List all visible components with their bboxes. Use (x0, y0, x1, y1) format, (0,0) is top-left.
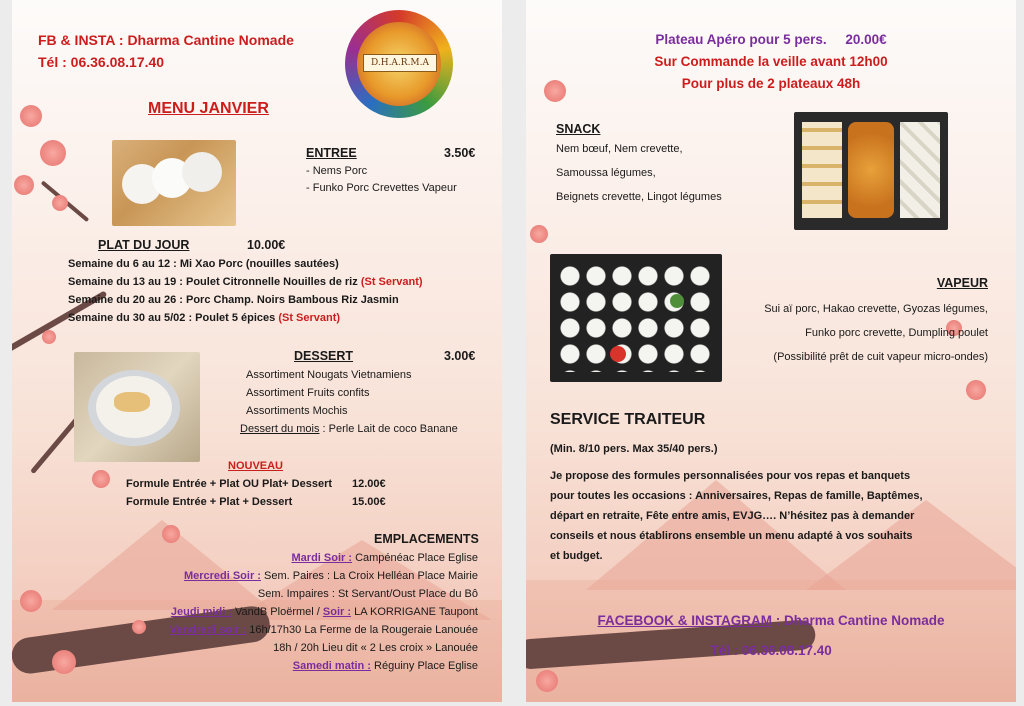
emplacements-title: EMPLACEMENTS (374, 532, 479, 546)
vapeur-item: Sui aï porc, Hakao crevette, Gyozas légumes, (764, 303, 988, 315)
traiteur-text-line: et budget. (550, 550, 603, 562)
logo-text: D.H.A.R.M.A (363, 54, 437, 72)
traiteur-text-line: conseils et nous établirons ensemble un menu adapté à vos souhaits (550, 530, 913, 542)
entree-price: 3.50€ (444, 146, 476, 160)
traiteur-subtitle: (Min. 8/10 pers. Max 35/40 pers.) (550, 443, 718, 455)
snack-item: Samoussa légumes, (556, 167, 656, 179)
emplacement-row: Mercredi Soir : Sem. Paires : La Croix Helléan Place Mairie (183, 570, 478, 582)
dessert-item: Assortiment Fruits confits (246, 387, 370, 399)
blossom-decoration (132, 620, 146, 634)
traiteur-title: SERVICE TRAITEUR (550, 411, 706, 428)
dessert-of-month: Dessert du mois : Perle Lait de coco Banane (240, 423, 458, 435)
plat-week: Semaine du 13 au 19 : Poulet Citronnelle Nouilles de riz (St Servant) (68, 276, 423, 288)
plateau-line: Plateau Apéro pour 5 pers. 20.00€ (655, 32, 887, 47)
blossom-decoration (966, 380, 986, 400)
vapeur-item: Funko porc crevette, Dumpling poulet (805, 327, 988, 339)
blossom-decoration (52, 195, 68, 211)
plat-week: Semaine du 6 au 12 : Mi Xao Porc (nouilles sautées) (68, 258, 339, 270)
footer-phone: Tél : 06.36.08.17.40 (710, 643, 832, 658)
emplacement-row: Samedi matin : Réguiny Place Eglise (292, 660, 478, 672)
emplacement-row: 18h / 20h Lieu dit « 2 Les croix » Lanouée (273, 642, 478, 654)
blossom-decoration (92, 470, 110, 488)
formula-price: 15.00€ (352, 496, 386, 508)
blossom-decoration (162, 525, 180, 543)
location-tag: (St Servant) (360, 276, 423, 288)
social-header (38, 32, 294, 48)
snack-tray-photo (794, 112, 948, 230)
emplacement-row: Mardi Soir : Campénéac Place Eglise (291, 552, 478, 564)
traiteur-text-line: Je propose des formules personnalisées pour vos repas et banquets (550, 470, 911, 482)
plat-title: PLAT DU JOUR (98, 238, 190, 252)
vapeur-item: (Possibilité prêt de cuit vapeur micro-ondes) (773, 351, 988, 363)
footer-social-value: : Dharma Cantine Nomade (771, 613, 945, 628)
blossom-decoration (42, 330, 56, 344)
snack-item: Nem bœuf, Nem crevette, (556, 143, 683, 155)
formula-price: 12.00€ (352, 478, 386, 490)
plateau-line: Sur Commande la veille avant 12h00 (654, 54, 888, 69)
snack-title: SNACK (556, 122, 601, 136)
dessert-photo (74, 352, 200, 462)
dessert-price: 3.00€ (444, 349, 476, 363)
dessert-title: DESSERT (294, 349, 354, 363)
dharma-logo (345, 10, 453, 118)
nouveau-title: NOUVEAU (228, 460, 284, 472)
plat-week: Semaine du 30 au 5/02 : Poulet 5 épices (St Servant) (68, 312, 341, 324)
blossom-decoration (536, 670, 558, 692)
plateau-line: Pour plus de 2 plateaux 48h (681, 76, 861, 91)
formula-label: Formule Entrée + Plat OU Plat+ Dessert (126, 478, 333, 490)
entree-item: - Nems Porc (306, 165, 368, 177)
blossom-decoration (52, 650, 76, 674)
menu-page-right (526, 0, 1016, 702)
blossom-decoration (40, 140, 66, 166)
vapeur-tray-photo (550, 254, 722, 382)
entree-title: ENTREE (306, 146, 357, 160)
phone-header: Tél : 06.36.08.17.40 (38, 54, 165, 70)
emplacement-row: Vendredi soir : 16h/17h30 La Ferme de la Rougeraie Lanouée (169, 624, 478, 636)
footer-social-label: FACEBOOK & INSTAGRAM (597, 613, 772, 628)
vapeur-title: VAPEUR (936, 276, 988, 290)
menu-title: MENU JANVIER (148, 100, 269, 117)
dessert-item: Assortiments Mochis (246, 405, 348, 417)
footer-social (526, 613, 1016, 628)
dessert-item: Assortiment Nougats Vietnamiens (246, 369, 412, 381)
social-label: FB & INSTA : (38, 32, 124, 48)
blossom-decoration (530, 225, 548, 243)
entree-item: - Funko Porc Crevettes Vapeur (306, 182, 457, 194)
emplacement-row: Jeudi midi : VandB Ploërmel / Soir : LA KORRIGANE Taupont (170, 606, 478, 618)
traiteur-text-line: pour toutes les occasions : Anniversaires, Repas de famille, Baptêmes, (550, 490, 923, 502)
blossom-decoration (20, 590, 42, 612)
entree-photo (112, 140, 236, 226)
location-tag: (St Servant) (278, 312, 341, 324)
plat-price: 10.00€ (247, 238, 286, 252)
plat-week: Semaine du 20 au 26 : Porc Champ. Noirs Bambous Riz Jasmin (68, 294, 399, 306)
menu-page-left (12, 0, 502, 702)
emplacement-row: Sem. Impaires : St Servant/Oust Place du Bô (257, 588, 478, 600)
blossom-decoration (14, 175, 34, 195)
traiteur-text-line: départ en retraite, Fête entre amis, EVJG…. N’hésitez pas à demander (550, 510, 915, 522)
snack-item: Beignets crevette, Lingot légumes (556, 191, 722, 203)
formula-label: Formule Entrée + Plat + Dessert (126, 496, 293, 508)
blossom-decoration (20, 105, 42, 127)
social-value: Dharma Cantine Nomade (127, 32, 294, 48)
